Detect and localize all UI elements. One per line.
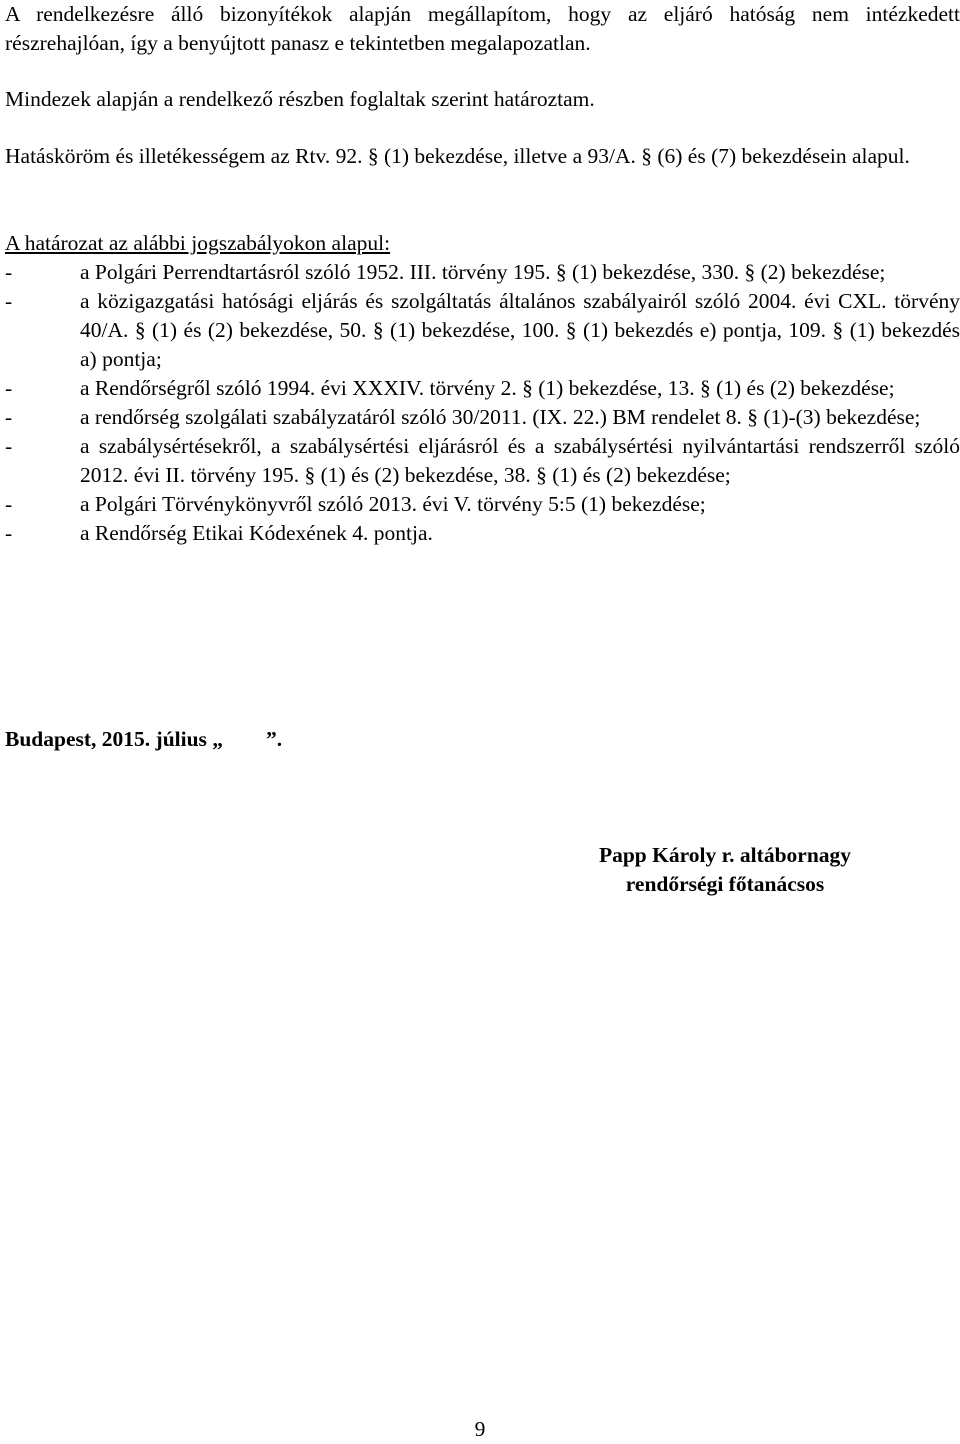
closing-date: Budapest, 2015. július „ ”. [5,727,283,751]
list-item [5,519,960,548]
list-item [5,432,960,490]
signature-block [570,841,880,899]
list-item-text: a Polgári Törvénykönyvről szóló 2013. évi V. törvény 5:5 (1) bekezdése; [80,492,706,516]
list-bullet: - [5,521,13,545]
list-item [5,403,960,432]
list-bullet: - [5,405,13,429]
page-number: 9 [474,1417,486,1441]
list-bullet: - [5,289,13,313]
jurisdiction-paragraph: Hatásköröm és illetékességem az Rtv. 92. § (1) bekezdése, illetve a 93/A. § (6) és (7) bekezdésein alapul. [5,144,910,168]
list-item-text: a rendőrség szolgálati szabályzatáról szóló 30/2011. (IX. 22.) BM rendelet 8. § (1)-(3) bekezdése; [80,405,921,429]
signature-name: Papp Károly r. altábornagy [598,843,852,867]
legal-basis-list [5,258,960,548]
list-item-text: a szabálysértésekről, a szabálysértési eljárásról és a szabálysértési nyilvántartási rendszerről szóló 2012. évi II. törvény 195. § (1) és (2) bekezdése, 38. § (1) és (2) bekezdése; [80,434,960,487]
list-bullet: - [5,492,13,516]
list-item [5,374,960,403]
list-bullet: - [5,376,13,400]
list-bullet: - [5,260,13,284]
list-item-text: a Rendőrség Etikai Kódexének 4. pontja. [80,521,433,545]
intro-paragraph: A rendelkezésre álló bizonyítékok alapján megállapítom, hogy az eljáró hatóság nem intézkedett részrehajlóan, így a benyújtott panasz e tekintetben megalapozatlan. [5,2,960,55]
list-item-text: a Polgári Perrendtartásról szóló 1952. III. törvény 195. § (1) bekezdése, 330. § (2) bekezdése; [80,260,886,284]
summary-paragraph: Mindezek alapján a rendelkező részben foglaltak szerint határoztam. [5,87,595,111]
signature-title: rendőrségi főtanácsos [625,872,825,896]
list-item-text: a Rendőrségről szóló 1994. évi XXXIV. törvény 2. § (1) bekezdése, 13. § (1) és (2) bekezdése; [80,376,895,400]
list-item [5,490,960,519]
list-item [5,287,960,374]
legal-basis-heading: A határozat az alábbi jogszabályokon alapul: [5,231,391,255]
list-item [5,258,960,287]
list-item-text: a közigazgatási hatósági eljárás és szolgáltatás általános szabályairól szóló 2004. évi CXL. törvény 40/A. § (1) és (2) bekezdése, 50. § (1) bekezdése, 100. § (1) bekezdés e) pontja, 109. § (1) bekezdés a) pontja; [80,289,960,371]
list-bullet: - [5,434,13,458]
